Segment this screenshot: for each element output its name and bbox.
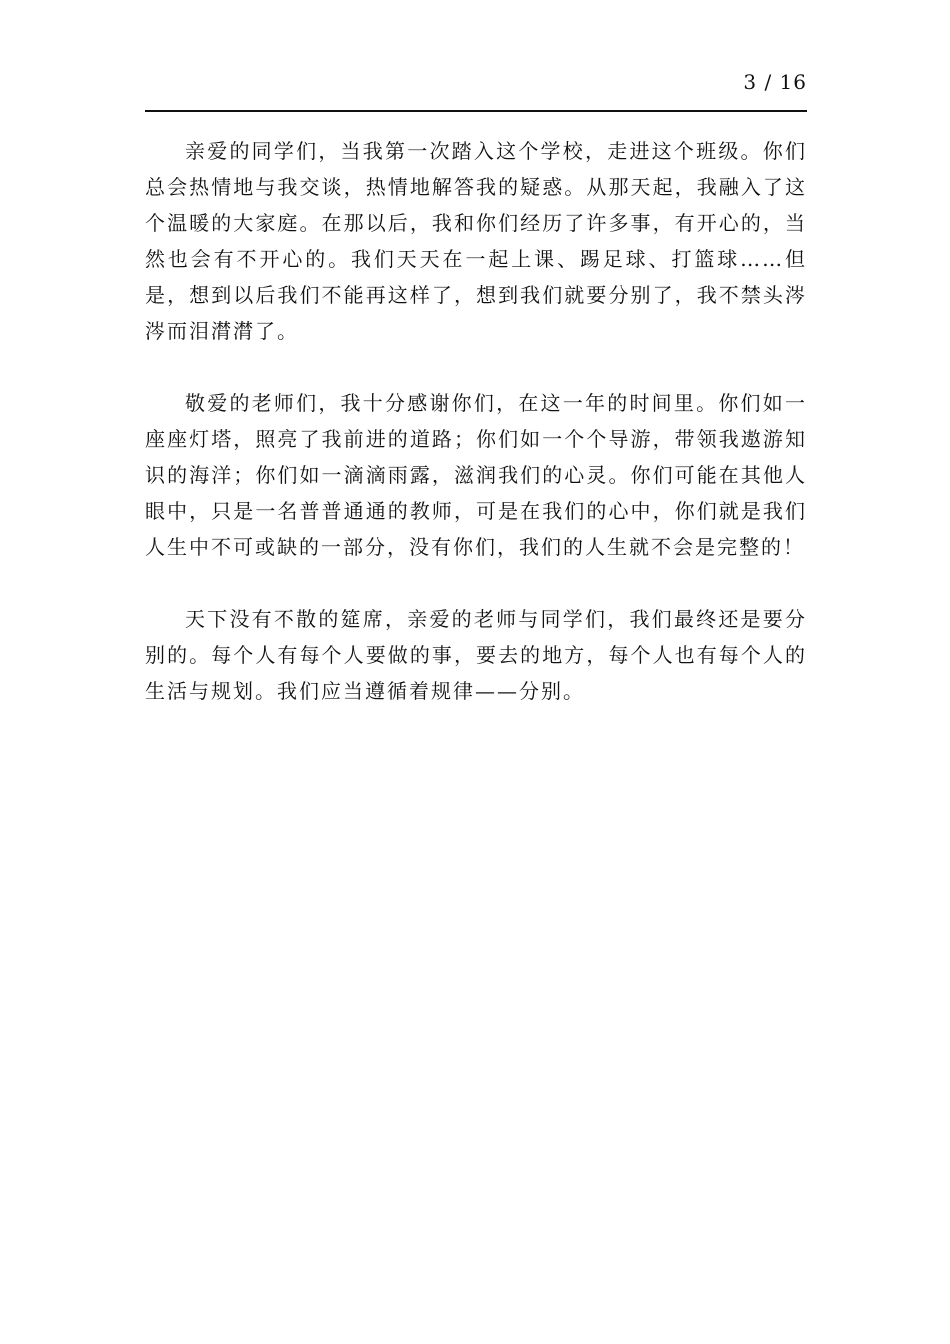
document-body [145, 133, 807, 745]
paragraph-classmates: 亲爱的同学们，当我第一次踏入这个学校，走进这个班级。你们总会热情地与我交谈，热情地解答我的疑惑。从那天起，我融入了这个温暖的大家庭。在那以后，我和你们经历了许多事，有开心的，当然也会有不开心的。我们天天在一起上课、踢足球、打篮球……但是，想到以后我们不能再这样了，想到我们就要分别了，我不禁头涔涔而泪潸潸了。 [145, 139, 807, 343]
paragraph-farewell: 天下没有不散的筵席，亲爱的老师与同学们，我们最终还是要分别的。每个人有每个人要做的事，要去的地方，每个人也有每个人的生活与规划。我们应当遵循着规律——分别。 [145, 607, 807, 703]
page-header [145, 60, 807, 112]
paragraph-teachers: 敬爱的老师们，我十分感谢你们，在这一年的时间里。你们如一座座灯塔，照亮了我前进的道路；你们如一个个导游，带领我遨游知识的海洋；你们如一滴滴雨露，滋润我们的心灵。你们可能在其他人眼中，只是一名普普通通的教师，可是在我们的心中，你们就是我们人生中不可或缺的一部分，没有你们，我们的人生就不会是完整的！ [145, 391, 807, 559]
page-number: 3 / 16 [743, 70, 807, 94]
